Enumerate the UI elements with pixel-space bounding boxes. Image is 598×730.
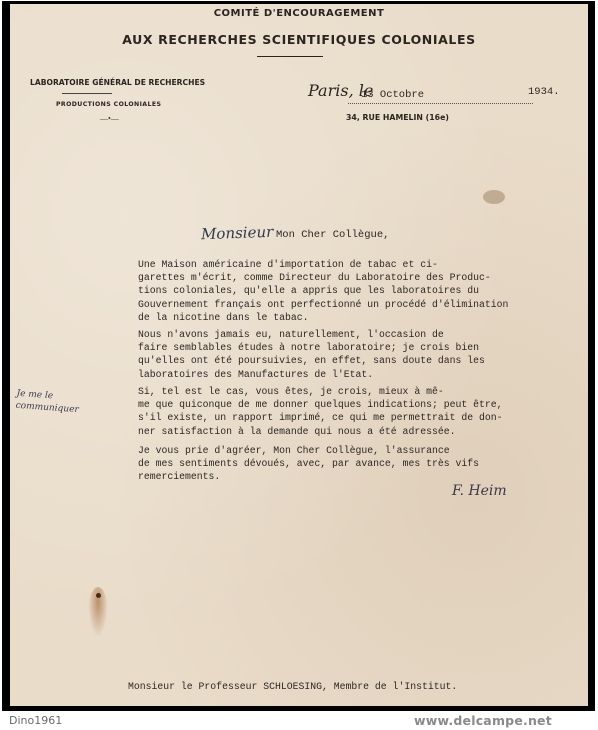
letterhead-address: 34, RUE HAMELIN (16e) [346,113,449,122]
laboratory-divider [62,93,112,94]
signature: F. Heim [452,483,507,499]
addressee-line: Monsieur le Professeur SCHLOESING, Membre de l'Institut. [128,681,458,692]
ink-stain [483,190,505,204]
committee-name-line2: AUX RECHERCHES SCIENTIFIQUES COLONIALES [122,32,476,47]
letter-page [10,4,588,706]
department-name: PRODUCTIONS COLONIALES [56,101,162,108]
date-year: 1934. [528,86,560,98]
body-paragraph-3: Si, tel est le cas, vous êtes, je crois, mieux à mê- me que quiconque de me donner quelques indications; peut être, s'il existe, un rapport imprimé, ce qui me permettrait de don- ner satisfaction à la demande qui nous a été adressée. [138,386,503,437]
date-place: Paris, le [308,81,374,100]
ornament-icon: —•— [100,114,119,123]
body-paragraph-2: Nous n'avons jamais eu, naturellement, l'occasion de faire semblables études à notre laboratoire; je crois bien qu'elles ont été poursuivies, en effet, sans doute dans les laboratoires des Manufactures de l'Etat. [138,329,485,380]
salutation-handwritten: Monsieur [200,222,274,244]
margin-handwritten-note: Je me le communiquer [15,388,80,416]
date-day-month: 13 Octobre [361,89,425,101]
watermark-username: Dino1961 [9,714,63,727]
date-dotted-line [348,102,533,104]
committee-name-line1: COMITÉ D'ENCOURAGEMENT [213,8,385,19]
body-paragraph-4: Je vous prie d'agréer, Mon Cher Collègue, l'assurance de mes sentiments dévoués, avec, par avance, mes très vifs remerciements. [138,445,479,483]
watermark-site: www.delcampe.net [414,713,552,728]
body-paragraph-1: Une Maison américaine d'importation de tabac et ci- garettes m'écrit, comme Directeur du Laboratoire des Produc- tions coloniales, qu'elle a appris que les laboratoires du Gouvernement français ont perfectionné un procédé d'élimination de la nicotine dans le tabac. [138,259,509,323]
laboratory-name: LABORATOIRE GÉNÉRAL DE RECHERCHES [30,78,206,87]
header-divider [257,56,323,57]
rust-stain [96,593,101,598]
salutation-typed: Mon Cher Collègue, [276,229,390,241]
